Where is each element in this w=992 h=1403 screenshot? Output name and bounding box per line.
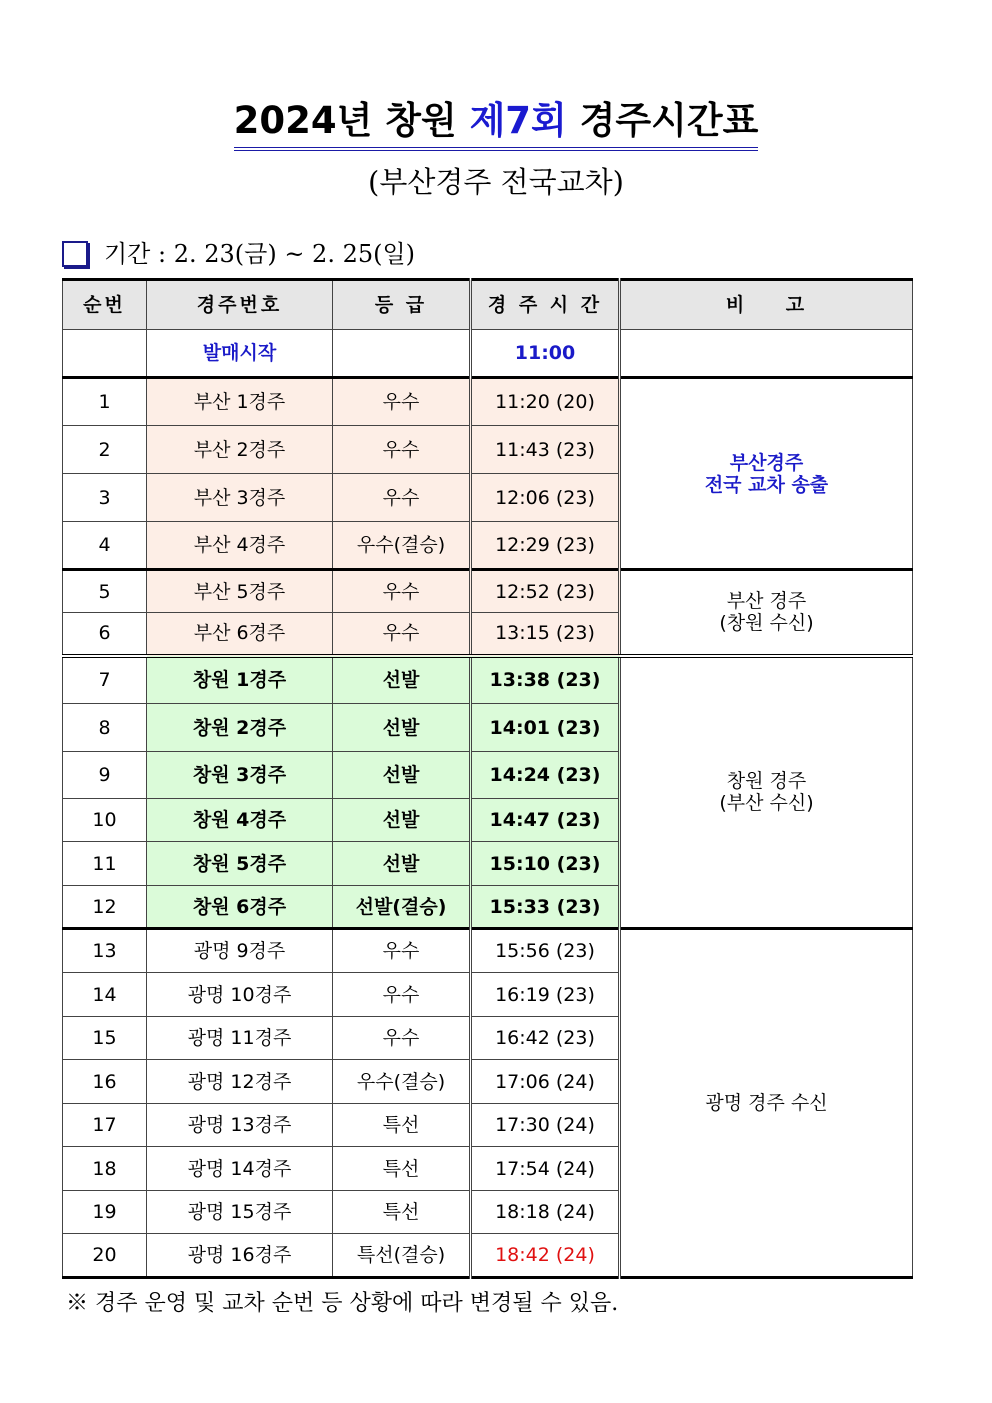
race-order: 13 (63, 929, 147, 973)
race-order: 1 (63, 378, 147, 426)
race-number: 부산 2경주 (147, 426, 333, 474)
note-line: 부산경주 (729, 451, 804, 474)
race-number: 창원 2경주 (147, 704, 333, 752)
race-number: 창원 6경주 (147, 886, 333, 929)
schedule-table (62, 278, 913, 1279)
race-time: 14:47 (23) (471, 799, 620, 842)
race-number: 광명 9경주 (147, 929, 333, 973)
race-time: 18:18 (24) (471, 1191, 620, 1234)
cell-empty (63, 330, 147, 378)
header-note: 비 고 (620, 280, 913, 330)
race-order: 4 (63, 522, 147, 570)
note-line: 창원 경주 (726, 770, 807, 793)
race-time: 15:33 (23) (471, 886, 620, 929)
race-grade: 선발 (333, 752, 471, 799)
race-order: 18 (63, 1147, 147, 1191)
header-time: 경 주 시 간 (471, 280, 620, 330)
race-number: 창원 4경주 (147, 799, 333, 842)
note-changwon (620, 656, 913, 929)
race-time: 14:01 (23) (471, 704, 620, 752)
race-grade: 우수 (333, 929, 471, 973)
race-order: 8 (63, 704, 147, 752)
sale-start-time: 11:00 (471, 330, 620, 378)
cell-empty (620, 330, 913, 378)
race-time: 13:38 (23) (471, 656, 620, 704)
page-title (0, 96, 992, 151)
cell-empty (333, 330, 471, 378)
race-time: 17:30 (24) (471, 1104, 620, 1147)
race-time: 16:42 (23) (471, 1017, 620, 1060)
race-time: 16:19 (23) (471, 973, 620, 1017)
note-line: (부산 수신) (719, 792, 814, 815)
race-number: 부산 3경주 (147, 474, 333, 522)
race-number: 부산 4경주 (147, 522, 333, 570)
race-time: 14:24 (23) (471, 752, 620, 799)
title-accent: 제7회 (469, 99, 567, 142)
note-gwangmyeong: 광명 경주 수신 (620, 929, 913, 1278)
footnote: ※ 경주 운영 및 교차 순번 등 상황에 따라 변경될 수 있음. (66, 1291, 619, 1316)
table-row (63, 570, 913, 613)
race-order: 3 (63, 474, 147, 522)
title-underline (234, 96, 759, 151)
race-time: 12:29 (23) (471, 522, 620, 570)
race-order: 16 (63, 1060, 147, 1104)
header-grade: 등 급 (333, 280, 471, 330)
race-number: 부산 6경주 (147, 613, 333, 656)
race-grade: 우수 (333, 1017, 471, 1060)
table-row (63, 929, 913, 973)
checkbox-icon (62, 241, 88, 267)
table-header-row (63, 280, 913, 330)
race-grade: 선발 (333, 704, 471, 752)
race-number: 광명 10경주 (147, 973, 333, 1017)
table-row (63, 378, 913, 426)
title-prefix: 2024년 창원 (233, 99, 470, 142)
race-order: 14 (63, 973, 147, 1017)
race-number: 창원 1경주 (147, 656, 333, 704)
race-grade: 우수 (333, 426, 471, 474)
period-text: 기간 : 2. 23(금) ~ 2. 25(일) (104, 240, 416, 268)
race-grade: 선발 (333, 656, 471, 704)
race-number: 광명 16경주 (147, 1234, 333, 1278)
race-number: 광명 14경주 (147, 1147, 333, 1191)
sale-start-row (63, 330, 913, 378)
race-time: 17:54 (24) (471, 1147, 620, 1191)
race-number: 부산 5경주 (147, 570, 333, 613)
title-suffix: 경주시간표 (566, 99, 759, 142)
race-grade: 우수 (333, 613, 471, 656)
race-grade: 특선 (333, 1104, 471, 1147)
race-time: 12:52 (23) (471, 570, 620, 613)
race-time: 17:06 (24) (471, 1060, 620, 1104)
race-time: 15:56 (23) (471, 929, 620, 973)
race-order: 12 (63, 886, 147, 929)
race-grade: 특선(결승) (333, 1234, 471, 1278)
header-no: 순번 (63, 280, 147, 330)
race-order: 17 (63, 1104, 147, 1147)
page-subtitle: (부산경주 전국교차) (368, 165, 624, 199)
note-line: 전국 교차 송출 (704, 473, 829, 496)
race-grade: 우수(결승) (333, 1060, 471, 1104)
race-order: 5 (63, 570, 147, 613)
race-grade: 선발 (333, 842, 471, 886)
race-time: 11:20 (20) (471, 378, 620, 426)
race-number: 창원 5경주 (147, 842, 333, 886)
race-time: 15:10 (23) (471, 842, 620, 886)
table-row (63, 656, 913, 704)
race-time: 12:06 (23) (471, 474, 620, 522)
race-number: 창원 3경주 (147, 752, 333, 799)
race-order: 20 (63, 1234, 147, 1278)
race-grade: 선발(결승) (333, 886, 471, 929)
race-order: 2 (63, 426, 147, 474)
race-number: 광명 13경주 (147, 1104, 333, 1147)
note-line: (창원 수신) (719, 612, 814, 635)
race-order: 7 (63, 656, 147, 704)
header-race: 경주번호 (147, 280, 333, 330)
race-grade: 우수 (333, 474, 471, 522)
sale-start-label: 발매시작 (147, 330, 333, 378)
race-order: 10 (63, 799, 147, 842)
race-order: 11 (63, 842, 147, 886)
race-time: 13:15 (23) (471, 613, 620, 656)
race-grade: 우수(결승) (333, 522, 471, 570)
race-grade: 우수 (333, 570, 471, 613)
race-number: 광명 12경주 (147, 1060, 333, 1104)
race-grade: 특선 (333, 1147, 471, 1191)
note-busan-cross (620, 378, 913, 570)
race-time: 11:43 (23) (471, 426, 620, 474)
race-number: 부산 1경주 (147, 378, 333, 426)
race-grade: 선발 (333, 799, 471, 842)
note-line: 부산 경주 (726, 590, 807, 613)
race-number: 광명 11경주 (147, 1017, 333, 1060)
race-number: 광명 15경주 (147, 1191, 333, 1234)
race-grade: 우수 (333, 378, 471, 426)
period-line (62, 232, 415, 276)
race-grade: 특선 (333, 1191, 471, 1234)
note-busan-receive (620, 570, 913, 656)
race-time-final: 18:42 (24) (471, 1234, 620, 1278)
race-order: 9 (63, 752, 147, 799)
race-order: 15 (63, 1017, 147, 1060)
race-order: 6 (63, 613, 147, 656)
race-grade: 우수 (333, 973, 471, 1017)
race-order: 19 (63, 1191, 147, 1234)
